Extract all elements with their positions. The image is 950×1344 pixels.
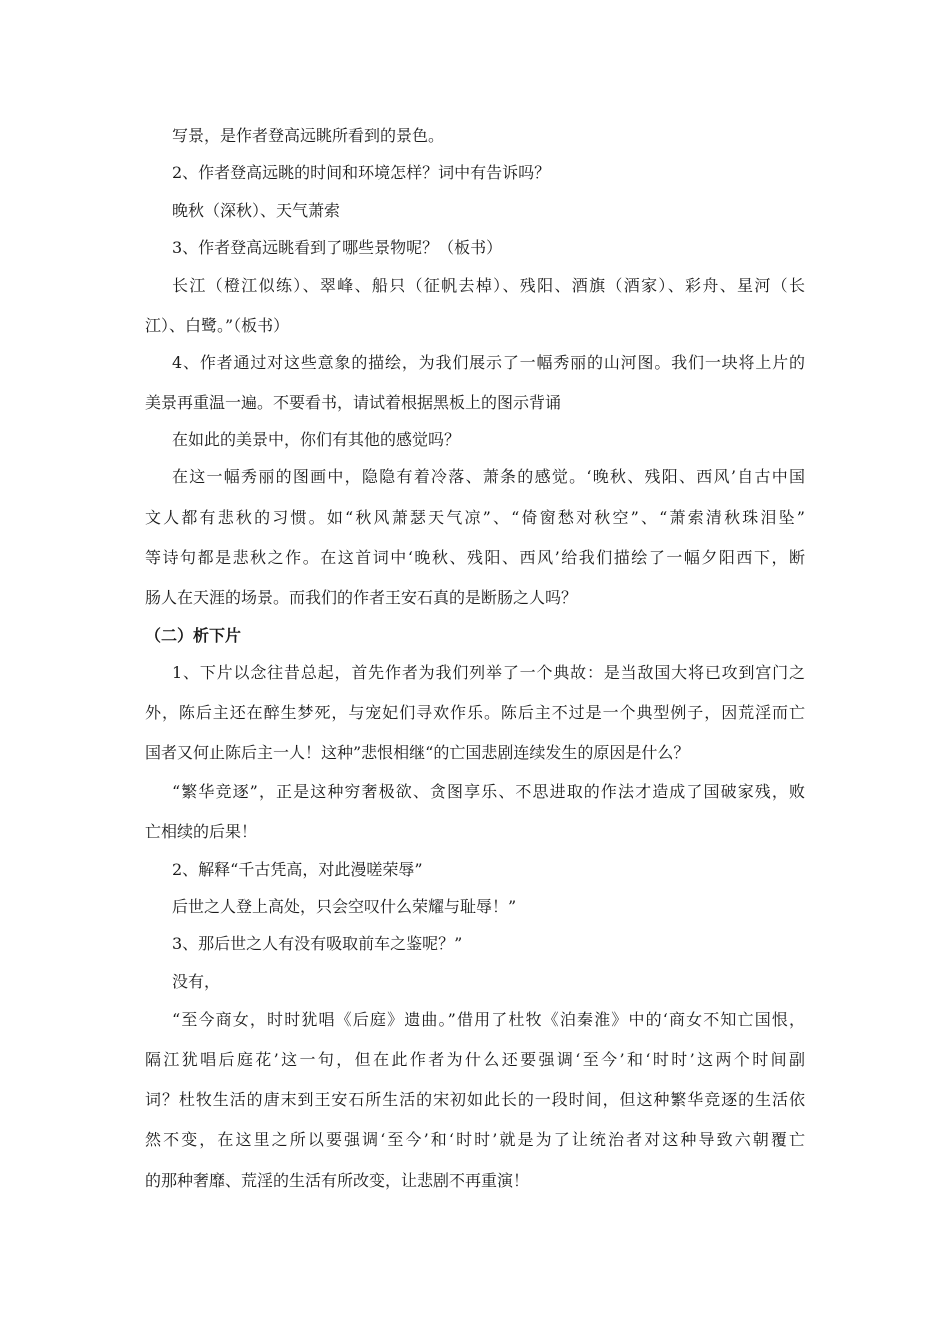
text-line: 国者又何止陈后主一人！这种”悲恨相继“的亡国悲剧连续发生的原因是什么？: [145, 743, 690, 762]
text-line: 词？杜牧生活的唐末到王安石所生活的宋初如此长的一段时间，但这种繁华竞逐的生活依: [145, 1090, 805, 1109]
text-line: 在这一幅秀丽的图画中，隐隐有着冷落、萧条的感觉。‘晚秋、残阳、西风’自古中国: [172, 467, 805, 486]
question-line: 在如此的美景中，你们有其他的感觉吗？: [172, 430, 461, 449]
text-line: 美景再重温一遍。不要看书，请试着根据黑板上的图示背诵: [145, 393, 562, 412]
text-line: 没有，: [172, 972, 221, 991]
text-line: 文人都有悲秋的习惯。如“秋风萧瑟天气凉”、“倚窗愁对秋空”、“萧索清秋珠泪坠”: [145, 508, 805, 527]
question-line: 2、解释“千古凭高，对此漫嗟荣辱”: [172, 860, 423, 879]
question-line: 3、那后世之人有没有吸取前车之鉴呢？”: [172, 934, 463, 953]
text-line: 晚秋（深秋）、天气萧索: [172, 201, 341, 220]
text-line: 等诗句都是悲秋之作。在这首词中‘晚秋、残阳、西风’给我们描绘了一幅夕阳西下，断: [145, 548, 805, 567]
text-line: “至今商女，时时犹唱《后庭》遗曲。”借用了杜牧《泊秦淮》中的‘商女不知亡国恨，: [172, 1010, 805, 1029]
text-line: 肠人在天涯的场景。而我们的作者王安石真的是断肠之人吗？: [145, 588, 578, 607]
text-line: 隔江犹唱后庭花’这一句，但在此作者为什么还要强调‘至今’和‘时时’这两个时间副: [145, 1050, 805, 1069]
question-line: 2、作者登高远眺的时间和环境怎样？词中有告诉吗？: [172, 163, 551, 182]
text-line: “繁华竞逐”，正是这种穷奢极欲、贪图享乐、不思进取的作法才造成了国破家残，败: [172, 782, 805, 801]
text-line: 亡相续的后果！: [145, 822, 258, 841]
text-line: 外，陈后主还在醉生梦死，与宠妃们寻欢作乐。陈后主不过是一个典型例子，因荒淫而亡: [145, 703, 805, 722]
text-line: 然不变，在这里之所以要强调‘至今’和‘时时’就是为了让统治者对这种导致六朝覆亡: [145, 1130, 805, 1149]
text-line: 的那种奢靡、荒淫的生活有所改变，让悲剧不再重演！: [145, 1171, 530, 1190]
text-line: 后世之人登上高处，只会空叹什么荣耀与耻辱！”: [172, 897, 517, 916]
question-line: 4、作者通过对这些意象的描绘，为我们展示了一幅秀丽的山河图。我们一块将上片的: [172, 353, 805, 372]
text-line: 写景，是作者登高远眺所看到的景色。: [172, 126, 445, 145]
question-line: 3、作者登高远眺看到了哪些景物呢？（板书）: [172, 238, 503, 257]
text-line: 江）、白鹭。”（板书）: [145, 316, 290, 335]
section-heading: （二）析下片: [145, 626, 242, 645]
text-line: 1、下片以念往昔总起，首先作者为我们列举了一个典故：是当敌国大将已攻到宫门之: [172, 663, 805, 682]
text-line: 长江（橙江似练）、翠峰、船只（征帆去棹）、残阳、酒旗（酒家）、彩舟、星河（长: [172, 276, 805, 295]
